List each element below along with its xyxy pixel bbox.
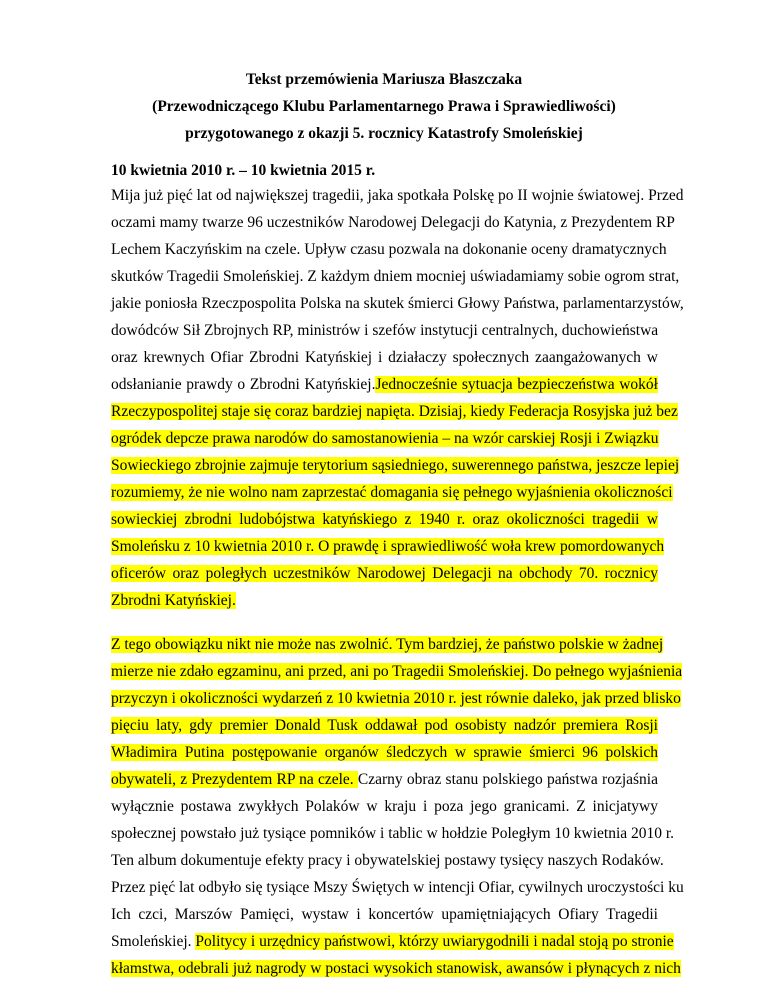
text-line <box>111 538 665 556</box>
text-line <box>111 592 658 610</box>
document-title-line-1: Tekst przemówienia Mariusza Błaszczaka <box>245 71 523 88</box>
plain-text: Ich czci, Marszów Pamięci, wystaw i koncertów upamiętniających Ofiary Tragedii <box>111 906 658 923</box>
text-line <box>111 214 675 232</box>
text-line <box>111 565 658 583</box>
plain-text: skutków Tragedii Smoleńskiej. Z każdym dniem mocniej uświadamiamy sobie ogrom strat, <box>111 268 680 285</box>
text-line <box>111 430 658 448</box>
text-line <box>111 744 658 762</box>
text-line <box>111 376 658 394</box>
plain-text: wyłącznie postawa zwykłych Polaków w kraju i poza jego granicami. Z inicjatywy <box>111 798 658 815</box>
text-line <box>111 906 658 924</box>
text-line <box>111 403 678 421</box>
highlighted-text: Sowieckiego zbrojnie zajmuje terytorium sąsiedniego, suwerennego państwa, jeszcze lepiej <box>111 457 680 474</box>
highlighted-text: rozumiemy, że nie wolno nam zaprzestać domagania się pełnego wyjaśnienia okoliczności <box>111 484 673 501</box>
highlighted-text: mierze nie zdało egzaminu, ani przed, ani po Tragedii Smoleńskiej. Do pełnego wyjaśnienia <box>111 663 683 680</box>
text-line <box>111 457 680 475</box>
plain-text: Mija już pięć lat od największej tragedii, jaka spotkała Polskę po II wojnie światowej. Przed <box>111 187 684 204</box>
plain-text: odsłanianie prawdy o Zbrodni Katyńskiej. <box>111 376 376 393</box>
highlighted-text: oficerów oraz poległych uczestników Narodowej Delegacji na obchody 70. rocznicy <box>111 565 658 582</box>
text-line <box>111 852 664 870</box>
highlighted-text: kłamstwa, odebrali już nagrody w postaci wysokich stanowisk, awansów i płynących z nich <box>111 960 681 977</box>
plain-text: społecznej powstało już tysiące pomników i tablic w hołdzie Poległym 10 kwietnia 2010 r. <box>111 825 675 842</box>
highlighted-text: Z tego obowiązku nikt nie może nas zwolnić. Tym bardziej, że państwo polskie w żadnej <box>111 636 664 653</box>
text-line <box>111 511 658 529</box>
highlighted-text: Władimira Putina postępowanie organów śledczych w sprawie śmierci 96 polskich <box>111 744 658 761</box>
highlighted-text: pięciu laty, gdy premier Donald Tusk oddawał pod osobisty nadzór premiera Rosji <box>111 717 658 734</box>
text-line <box>111 187 684 205</box>
highlighted-text: Politycy i urzędnicy państwowi, którzy uwiarygodnili i nadal stoją po stronie <box>195 933 674 950</box>
plain-text: oraz krewnych Ofiar Zbrodni Katyńskiej i działaczy społecznych zaangażowanych w <box>111 349 658 366</box>
highlighted-text: Jednocześnie sytuacja bezpieczeństwa wokół <box>375 376 658 393</box>
text-line <box>111 349 658 367</box>
plain-text: Lechem Kaczyńskim na czele. Upływ czasu pozwala na dokonanie oceny dramatycznych <box>111 241 667 258</box>
plain-text: Smoleńskiej. <box>111 933 196 950</box>
text-line <box>111 636 664 654</box>
text-line <box>111 322 658 340</box>
text-line <box>111 771 658 789</box>
text-line <box>111 241 667 259</box>
text-line <box>111 879 684 897</box>
highlighted-text: przyczyn i okoliczności wydarzeń z 10 kwietnia 2010 r. jest równie daleko, jak przed blisko <box>111 690 681 707</box>
highlighted-text: obywateli, z Prezydentem RP na czele. <box>111 771 358 788</box>
plain-text: jakie poniosła Rzeczpospolita Polska na skutek śmierci Głowy Państwa, parlamentarzystów, <box>111 295 684 312</box>
document-title-line-3: przygotowanego z okazji 5. rocznicy Katastrofy Smoleńskiej <box>185 125 583 142</box>
text-line <box>111 295 684 313</box>
date-line: 10 kwietnia 2010 r. – 10 kwietnia 2015 r. <box>111 162 376 179</box>
highlighted-text: ogródek depcze prawa narodów do samostanowienia – na wzór carskiej Rosji i Związku <box>111 430 659 447</box>
highlighted-text: Smoleńsku z 10 kwietnia 2010 r. O prawdę i sprawiedliwość woła krew pomordowanych <box>111 538 665 555</box>
text-line <box>111 798 658 816</box>
highlighted-text: sowieckiej zbrodni ludobójstwa katyńskiego z 1940 r. oraz okoliczności tragedii w <box>111 511 658 528</box>
text-line <box>111 717 658 735</box>
plain-text: oczami mamy twarze 96 uczestników Narodowej Delegacji do Katynia, z Prezydentem RP <box>111 214 675 231</box>
plain-text: dowódców Sił Zbrojnych RP, ministrów i szefów instytucji centralnych, duchowieństwa <box>111 322 659 339</box>
text-line <box>111 825 675 843</box>
plain-text: Ten album dokumentuje efekty pracy i obywatelskiej postawy tysięcy naszych Rodaków. <box>111 852 664 869</box>
plain-text: Czarny obraz stanu polskiego państwa rozjaśnia <box>357 771 658 788</box>
text-line <box>111 690 681 708</box>
text-line <box>111 663 683 681</box>
text-line <box>111 933 674 951</box>
highlighted-text: Zbrodni Katyńskiej. <box>111 592 236 609</box>
text-line <box>111 268 680 286</box>
plain-text: Przez pięć lat odbyło się tysiące Mszy Świętych w intencji Ofiar, cywilnych uroczystości ku <box>111 879 684 896</box>
document-title-line-2: (Przewodniczącego Klubu Parlamentarnego Prawa i Sprawiedliwości) <box>152 98 616 115</box>
text-line <box>111 484 673 502</box>
highlighted-text: Rzeczypospolitej staje się coraz bardziej napięta. Dzisiaj, kiedy Federacja Rosyjska już bez <box>111 403 678 420</box>
text-line <box>111 960 681 978</box>
